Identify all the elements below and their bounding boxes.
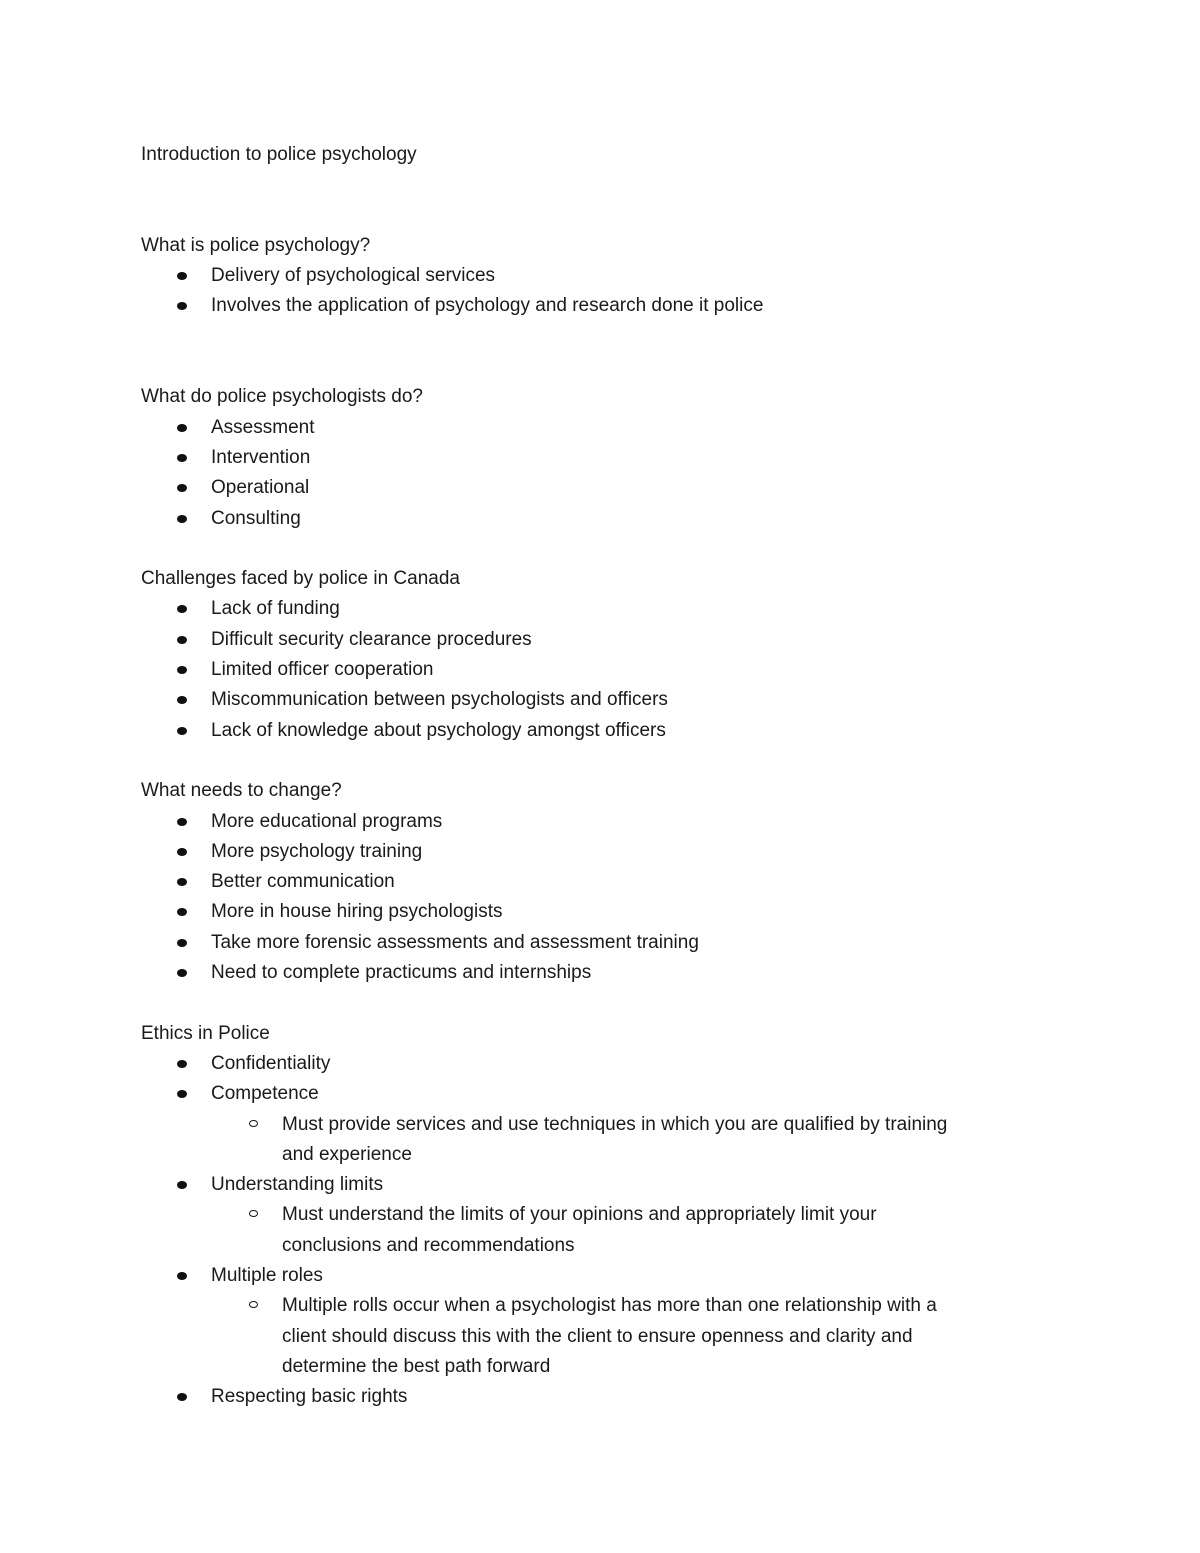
bullet-icon — [177, 605, 187, 613]
list-item-text: More psychology training — [211, 840, 423, 862]
list-item-text: Difficult security clearance procedures — [211, 628, 532, 650]
list-item — [141, 413, 1041, 443]
list-item — [141, 1049, 1041, 1079]
list-item — [141, 837, 1041, 867]
section-what-needs-to-change — [141, 776, 1041, 988]
bullet-icon — [177, 696, 187, 704]
section-heading: What is police psychology? — [141, 234, 371, 256]
list-item — [141, 716, 1041, 746]
bullet-icon — [177, 848, 187, 856]
list-item-text: Better communication — [211, 871, 395, 893]
sub-list-item-text: Must understand the limits of your opinions and appropriately limit your conclusions and recommendations — [282, 1204, 877, 1256]
section-what-do-police-psychologists-do — [141, 382, 1041, 533]
list-item-text: Need to complete practicums and internships — [211, 962, 592, 984]
page-title: Introduction to police psychology — [141, 144, 417, 165]
list-item-text: Delivery of psychological services — [211, 265, 496, 287]
list-item — [141, 504, 1041, 534]
sub-list — [211, 1110, 1041, 1171]
list-item-text: Assessment — [211, 416, 315, 438]
bullet-icon — [177, 969, 187, 977]
list-item-text: Respecting basic rights — [211, 1386, 408, 1408]
list-item-text: Understanding limits — [211, 1174, 384, 1196]
list-item — [141, 807, 1041, 837]
list-item-text: Lack of knowledge about psychology amongst officers — [211, 719, 666, 741]
list-item — [141, 443, 1041, 473]
section-what-is-police-psychology — [141, 231, 1041, 322]
bullet-icon — [177, 1181, 187, 1189]
bullet-icon — [177, 454, 187, 462]
list-item-text: Operational — [211, 477, 310, 499]
list-item-text: More educational programs — [211, 810, 443, 832]
section-heading: Challenges faced by police in Canada — [141, 568, 460, 590]
list-item — [141, 261, 1041, 291]
list-item — [141, 625, 1041, 655]
list-item-text: More in house hiring psychologists — [211, 901, 503, 923]
list-item-text: Intervention — [211, 446, 311, 468]
document-body — [141, 140, 1041, 1412]
bullet-icon — [177, 636, 187, 644]
list-item-text: Consulting — [211, 507, 301, 529]
list-item-text: Miscommunication between psychologists and officers — [211, 689, 668, 711]
bullet-icon — [177, 424, 187, 432]
list-item-text: Competence — [211, 1083, 319, 1105]
list-item — [141, 291, 1041, 321]
sub-list-item-text: Must provide services and use techniques in which you are qualified by training and experience — [282, 1113, 948, 1165]
list-item — [141, 655, 1041, 685]
bullet-list — [141, 807, 1041, 989]
bullet-icon — [177, 484, 187, 492]
bullet-list — [141, 261, 1041, 322]
sub-list-item — [211, 1291, 952, 1382]
bullet-icon — [177, 727, 187, 735]
list-item — [141, 685, 1041, 715]
list-item — [141, 958, 1041, 988]
list-item — [141, 867, 1041, 897]
bullet-icon — [177, 515, 187, 523]
bullet-list — [141, 594, 1041, 745]
list-item — [141, 473, 1041, 503]
bullet-icon — [177, 666, 187, 674]
section-challenges-faced-by-police — [141, 564, 1041, 746]
section-ethics-in-police — [141, 1019, 1041, 1413]
list-item-text: Limited officer cooperation — [211, 659, 434, 681]
bullet-icon — [177, 1393, 187, 1401]
list-item — [141, 594, 1041, 624]
list-item — [141, 1261, 1041, 1382]
bullet-icon — [177, 908, 187, 916]
list-item — [141, 897, 1041, 927]
bullet-icon — [177, 1090, 187, 1098]
hollow-bullet-icon — [249, 1301, 258, 1308]
list-item-text: Take more forensic assessments and assessment training — [211, 931, 699, 953]
bullet-icon — [177, 818, 187, 826]
list-item — [141, 1170, 1041, 1261]
sub-list — [211, 1200, 1041, 1261]
list-item-text: Lack of funding — [211, 598, 340, 620]
hollow-bullet-icon — [249, 1210, 258, 1217]
bullet-icon — [177, 939, 187, 947]
bullet-icon — [177, 1060, 187, 1068]
section-heading: What do police psychologists do? — [141, 386, 423, 408]
list-item — [141, 928, 1041, 958]
bullet-icon — [177, 272, 187, 280]
list-item — [141, 1079, 1041, 1170]
sub-list-item — [211, 1110, 952, 1171]
bullet-icon — [177, 878, 187, 886]
bullet-icon — [177, 1272, 187, 1280]
sub-list — [211, 1291, 1041, 1382]
sub-list-item — [211, 1200, 952, 1261]
list-item-text: Multiple roles — [211, 1264, 323, 1286]
sub-list-item-text: Multiple rolls occur when a psychologist has more than one relationship with a client should discuss this with the client to ensure openness and clarity and determine the best path forward — [282, 1295, 937, 1377]
list-item-text: Confidentiality — [211, 1052, 331, 1074]
list-item — [141, 1382, 1041, 1412]
bullet-icon — [177, 302, 187, 310]
bullet-list — [141, 413, 1041, 534]
section-heading: Ethics in Police — [141, 1022, 270, 1044]
bullet-list — [141, 1049, 1041, 1413]
section-heading: What needs to change? — [141, 780, 342, 802]
hollow-bullet-icon — [249, 1120, 258, 1127]
list-item-text: Involves the application of psychology and research done it police — [211, 295, 764, 317]
